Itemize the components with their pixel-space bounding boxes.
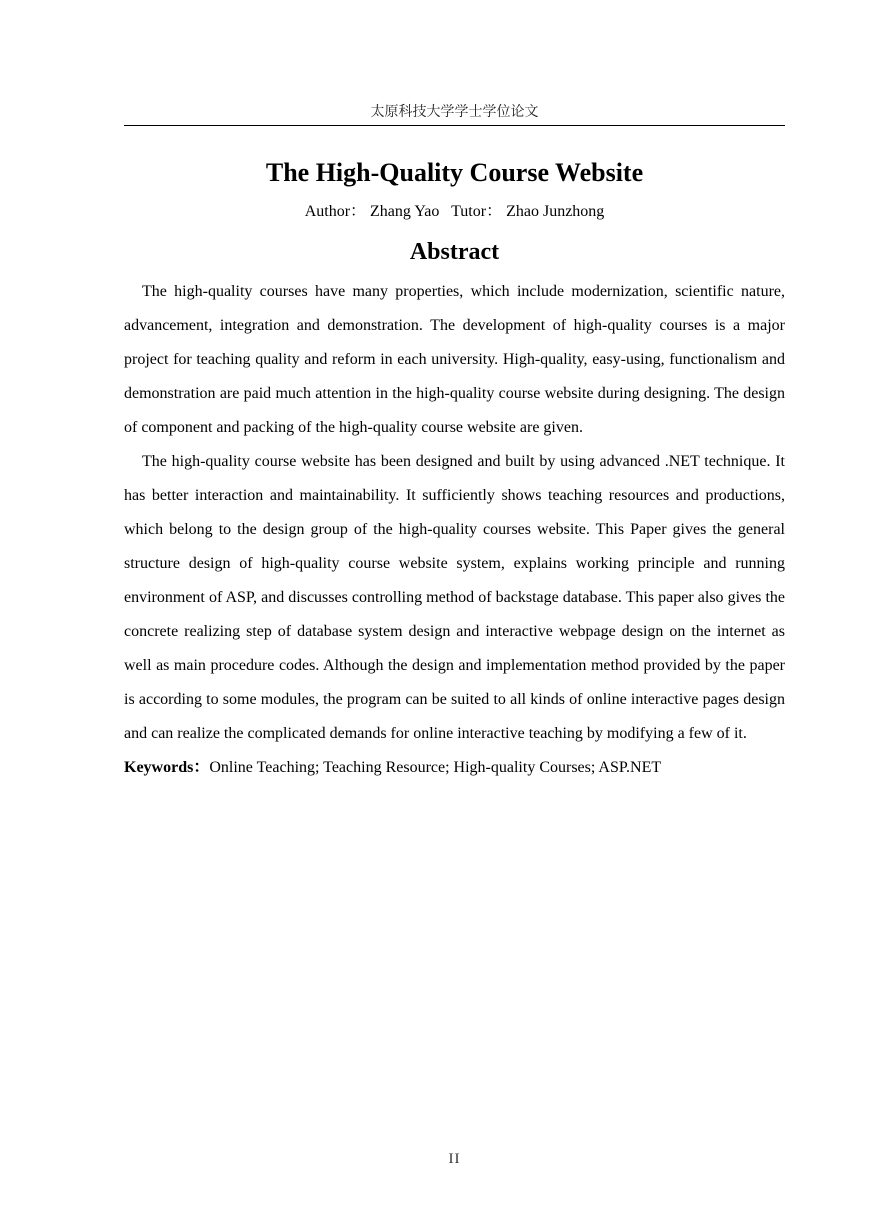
header-divider xyxy=(124,125,785,126)
keywords-label: Keywords： xyxy=(124,759,210,776)
keywords-list: Online Teaching; Teaching Resource; High-quality Courses; ASP.NET xyxy=(209,759,662,776)
byline xyxy=(124,201,785,223)
page-number: II xyxy=(448,1151,461,1167)
abstract-body xyxy=(124,275,785,785)
abstract-paragraph-1: The high-quality courses have many properties, which include modernization, scientific nature, advancement, integration and demonstration. The development of high-quality courses is a major project for teaching quality and reform in each university. High-quality, easy-using, functionalism and demonstration are paid much attention in the high-quality course website during designing. The design of component and packing of the high-quality course website are given. xyxy=(124,283,785,436)
abstract-paragraph-2: The high-quality course website has been designed and built by using advanced .NET technique. It has better interaction and maintainability. It sufficiently shows teaching resources and productions, which belong to the design group of the high-quality courses website. This Paper gives the general structure design of high-quality course website system, explains working principle and running environment of ASP, and discusses controlling method of backstage database. This paper also gives the concrete realizing step of database system design and interactive webpage design on the internet as well as main procedure codes. Although the design and implementation method provided by the paper is according to some modules, the program can be suited to all kinds of online interactive pages design and can realize the complicated demands for online interactive teaching by modifying a few of it. xyxy=(124,453,785,742)
keywords-line xyxy=(124,751,785,785)
running-header: 太原科技大学学士学位论文 xyxy=(370,105,539,120)
tutor-name: Zhao Junzhong xyxy=(506,203,605,220)
document-title: The High-Quality Course Website xyxy=(265,158,644,187)
author-label: Author： xyxy=(304,203,367,220)
author-name: Zhang Yao xyxy=(370,203,440,220)
abstract-heading: Abstract xyxy=(409,239,500,265)
tutor-label: Tutor： xyxy=(451,203,503,220)
